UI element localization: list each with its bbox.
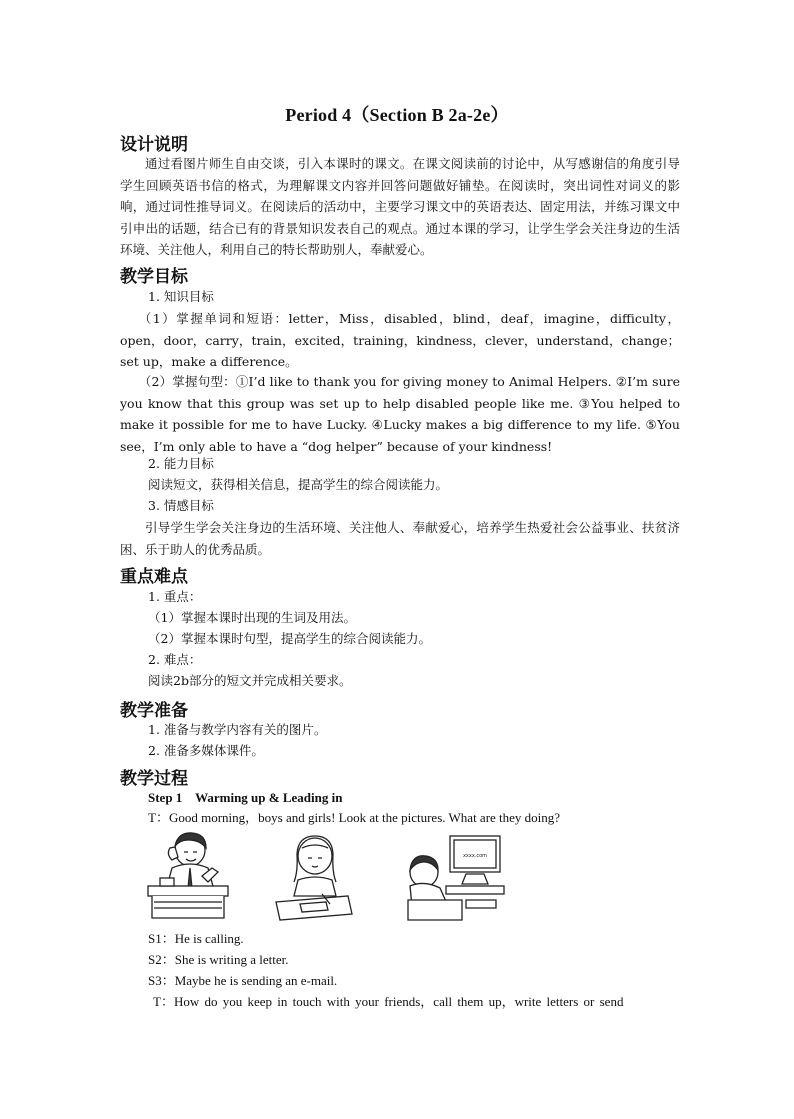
preparation-item-1: 1. 准备与教学内容有关的图片。 [148,722,327,737]
difficulty-label: 2. 难点： [148,652,202,667]
teacher-line-2: T：How do you keep in touch with your friends，call them up，write letters or send [148,994,624,1009]
design-heading: 设计说明 [120,135,188,155]
emotion-goal-title: 3. 情感目标 [148,498,214,513]
screen-text: xxxx.com [462,853,488,859]
preparation-heading: 教学准备 [120,701,188,721]
ability-goal-text: 阅读短文，获得相关信息，提高学生的综合阅读能力。 [148,477,449,492]
illustration-row [140,828,520,924]
key-point-1: （1）掌握本课时出现的生词及用法。 [148,610,356,625]
ability-goal-title: 2. 能力目标 [148,456,214,471]
emotion-goal-text: 引导学生学会关注身边的生活环境、关注他人、奉献爱心，培养学生热爱社会公益事业、扶贫济困、乐于助人的优秀品质。 [120,520,680,557]
knowledge-goal-sentences: （2）掌握句型：①I’d like to thank you for giving money to Animal Helpers. ②I’m sure you know that this group was set up to help disabled people like me. ③You helped to make it possible for me to have Lucky. ④Lucky makes a big difference to my life. ⑤You see，I’m only able to have a “dog helper” because of your kindness! [120,374,680,454]
student-line-2: S2：She is writing a letter. [148,952,289,967]
teacher-line-1: T：Good morning，boys and girls! Look at the pictures. What are they doing? [148,810,561,825]
key-point-2: （2）掌握本课时句型，提高学生的综合阅读能力。 [148,631,431,646]
student-line-3: S3：Maybe he is sending an e-mail. [148,973,338,988]
design-paragraph: 通过看图片师生自由交谈，引入本课时的课文。在课文阅读前的讨论中，从写感谢信的角度引导学生回顾英语书信的格式，为理解课文内容并回答问题做好铺垫。在阅读时，突出词性对词义的影响，通过词性推导词义。在阅读后的活动中，主要学习课文中的英语表达、固定用法，并练习课文中引申出的话题，结合已有的背景知识发表自己的观点。通过本课的学习，让学生学会关注身边的生活环境、关注他人，利用自己的特长帮助别人，奉献爱心。 [120,156,680,258]
document-title: Period 4（Section B 2a-2e） [285,105,509,125]
student-line-1: S1：He is calling. [148,931,244,946]
boy-computer-illustration [406,830,506,924]
man-calling-illustration [140,828,234,924]
key-point-label: 1. 重点： [148,589,202,604]
key-points-heading: 重点难点 [120,567,188,587]
knowledge-goal-words: （1）掌握单词和短语：letter，Miss，disabled，blind，deaf，imagine，difficulty，open，door，carry，train，excited，training，kindness，clever，understand，change；set up，make a difference。 [120,311,680,370]
process-heading: 教学过程 [120,769,188,789]
step-1-title: Step 1 Warming up & Leading in [148,790,343,805]
preparation-item-2: 2. 准备多媒体课件。 [148,743,264,758]
difficulty-text: 阅读2b部分的短文并完成相关要求。 [148,673,352,688]
goals-heading: 教学目标 [120,267,188,287]
girl-writing-illustration [270,832,360,924]
knowledge-goal-title: 1. 知识目标 [148,289,214,304]
